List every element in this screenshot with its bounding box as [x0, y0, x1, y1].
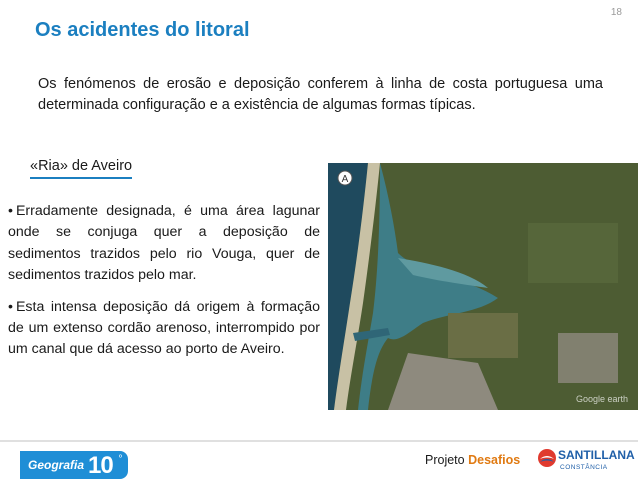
bullet-icon: •: [8, 298, 13, 315]
publisher-name: SANTILLANA: [558, 448, 635, 462]
section-subtitle: «Ria» de Aveiro: [30, 158, 132, 179]
bullet-item: [8, 297, 320, 361]
project-prefix: Projeto: [425, 453, 469, 467]
intro-paragraph: Os fenómenos de erosão e deposição conferem à linha de costa portuguesa uma determinada configuração e a existência de algumas formas típicas.: [38, 76, 603, 113]
bullet-list: [8, 201, 320, 371]
footer: [0, 440, 638, 481]
bullet-icon: •: [8, 203, 13, 219]
bullet-text: Erradamente designada, é uma área lagunar onde se conjuga quer a deposição de sedimentos trazidos pelo rio Vouga, quer de sedimentos trazidos pelo mar.: [8, 203, 320, 284]
subject-badge: [20, 451, 128, 479]
project-brand: Desafios: [468, 453, 521, 467]
publisher-subtitle: CONSTÂNCIA: [560, 464, 608, 471]
publisher-logo-icon: [536, 447, 558, 469]
grade-number: 10: [88, 452, 113, 479]
map-marker-label: A: [341, 174, 349, 185]
slide-title: Os acidentes do litoral: [35, 19, 250, 41]
bullet-text: Esta intensa deposição dá origem à formação de um extenso cordão arenoso, interrompido por um canal que dá acesso ao porto de Aveiro.: [8, 298, 320, 358]
subject-label: Geografia: [28, 458, 85, 472]
bullet-item: [8, 201, 320, 287]
map-forest: [528, 223, 618, 283]
satellite-map-graphic: [328, 163, 638, 410]
map-fields: [448, 313, 518, 358]
page-number: 18: [610, 7, 622, 18]
map-urban-area: [558, 333, 618, 383]
project-logo: [425, 453, 520, 467]
satellite-map-image: [328, 163, 638, 410]
grade-superscript: º: [119, 453, 122, 462]
map-watermark: Google earth: [575, 394, 628, 404]
